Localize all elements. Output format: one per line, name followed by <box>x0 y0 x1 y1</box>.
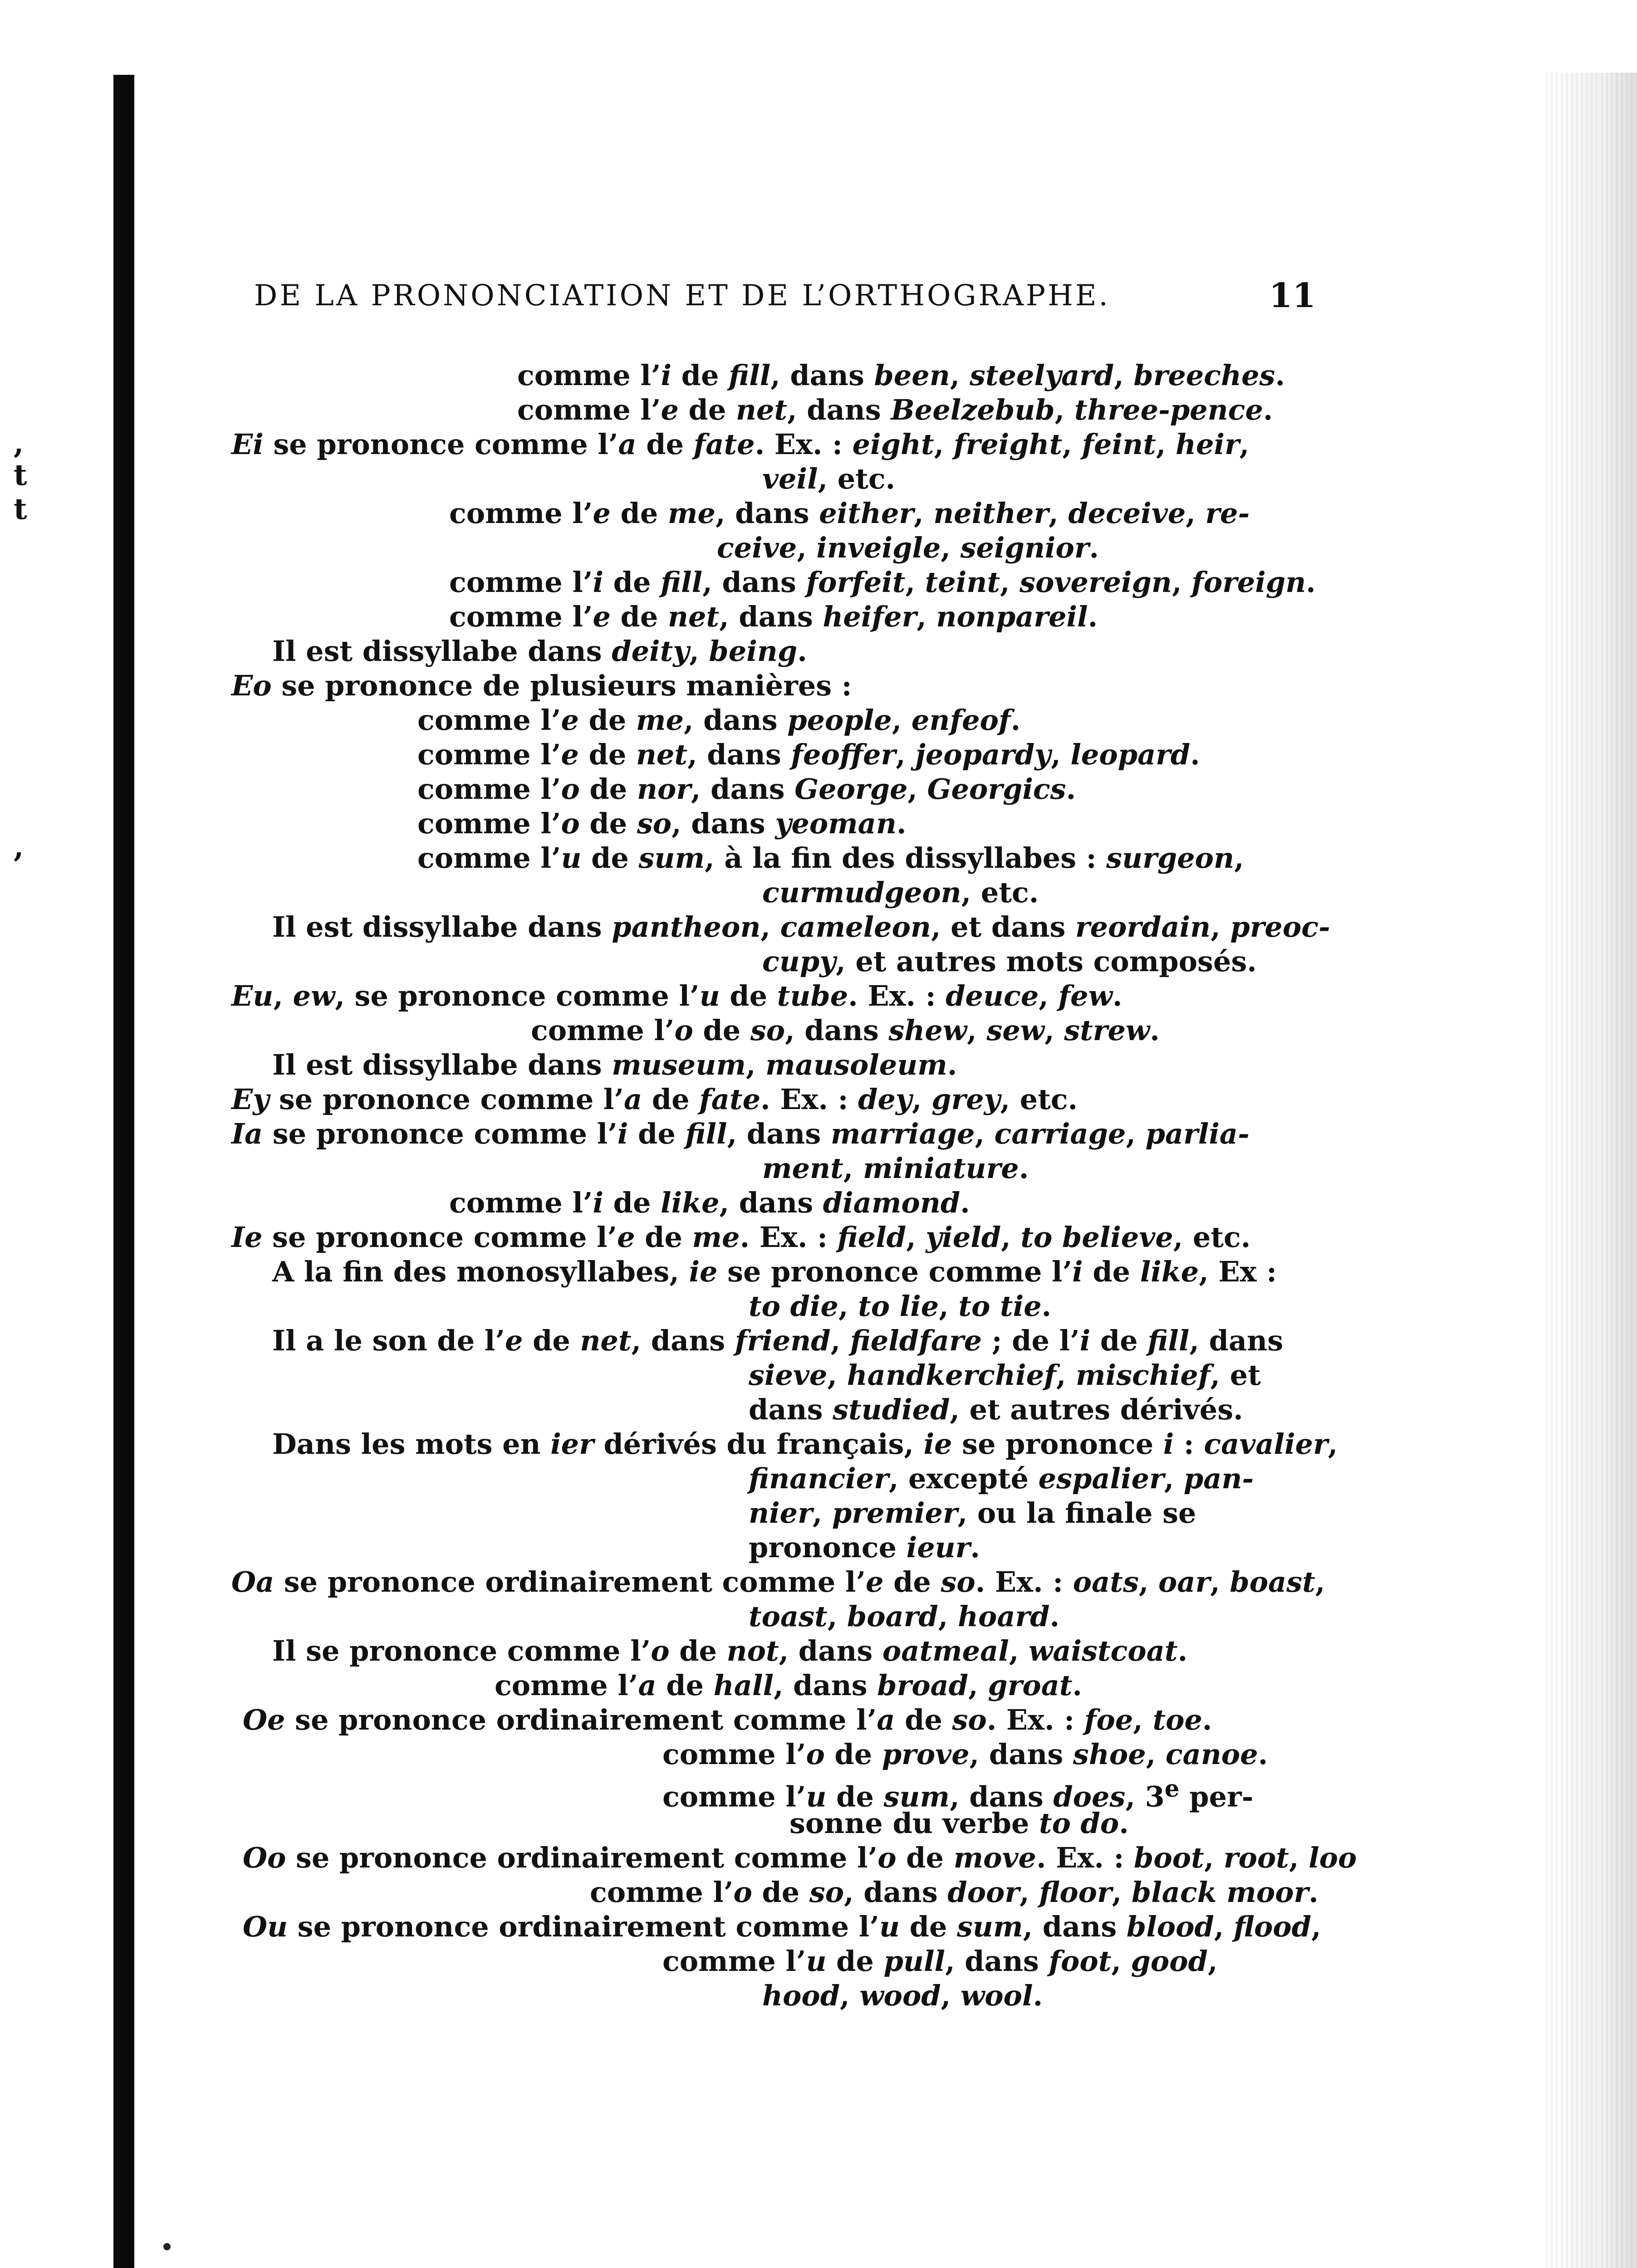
text-line: comme l’i de like, dans diamond. <box>449 1186 970 1219</box>
text-line: Oe se prononce ordinairement comme l’a de so. Ex. : foe, toe. <box>243 1703 1212 1736</box>
text-line: Oo se prononce ordinairement comme l’o de move. Ex. : boot, root, loo <box>243 1841 1357 1874</box>
text-line: veil, etc. <box>762 462 896 495</box>
text-line: comme l’i de fill, dans been, steelyard, breeches. <box>517 359 1285 392</box>
text-line: to die, to lie, to tie. <box>749 1290 1052 1323</box>
margin-mark: , <box>14 830 24 864</box>
text-line: comme l’o de prove, dans shoe, canoe. <box>662 1738 1268 1771</box>
text-line: comme l’u de sum, à la fin des dissyllabes : surgeon, <box>417 841 1244 875</box>
text-line: comme l’a de hall, dans broad, groat. <box>495 1669 1083 1702</box>
text-line: Il est dissyllabe dans museum, mausoleum. <box>272 1048 957 1081</box>
text-line: ceive, inveigle, seignior. <box>717 531 1099 564</box>
running-head-title: DE LA PRONONCIATION ET DE L’ORTHOGRAPHE. <box>254 279 1110 313</box>
text-line: Ei se prononce comme l’a de fate. Ex. : eight, freight, feint, heir, <box>231 428 1250 461</box>
text-line: nier, premier, ou la finale se <box>749 1496 1196 1530</box>
ink-speck <box>163 2243 171 2250</box>
text-line: Ia se prononce comme l’i de fill, dans marriage, carriage, parlia- <box>231 1117 1250 1150</box>
text-line: Dans les mots en ier dérivés du français, ie se prononce i : cavalier, <box>272 1427 1338 1461</box>
text-line: Il se prononce comme l’o de not, dans oatmeal, waistcoat. <box>272 1634 1188 1667</box>
text-line: financier, excepté espalier, pan- <box>749 1462 1254 1495</box>
text-line: hood, wood, wool. <box>762 1979 1043 2012</box>
text-line: Oa se prononce ordinairement comme l’e de so. Ex. : oats, oar, boast, <box>231 1565 1325 1598</box>
text-line: Ie se prononce comme l’e de me. Ex. : field, yield, to believe, etc. <box>231 1221 1251 1254</box>
text-line: sonne du verbe to do. <box>789 1807 1129 1840</box>
running-head <box>254 276 1316 315</box>
text-line: Il a le son de l’e de net, dans friend, fieldfare ; de l’i de fill, dans <box>272 1324 1284 1357</box>
text-line: curmudgeon, etc. <box>762 876 1039 909</box>
margin-mark: t <box>14 492 27 526</box>
text-line: comme l’o de so, dans shew, sew, strew. <box>531 1014 1160 1047</box>
text-line: comme l’e de net, dans Beelzebub, three-pence. <box>517 393 1273 426</box>
text-line: Ou se prononce ordinairement comme l’u de sum, dans blood, flood, <box>243 1910 1321 1943</box>
text-line: toast, board, hoard. <box>749 1600 1060 1633</box>
text-line: comme l’i de fill, dans forfeit, teint, sovereign, foreign. <box>449 566 1316 599</box>
margin-mark: t <box>14 458 27 492</box>
text-line: sieve, handkerchief, mischief, et <box>749 1359 1261 1392</box>
text-line: comme l’o de nor, dans George, Georgics. <box>417 772 1076 806</box>
text-line: comme l’e de net, dans heifer, nonpareil. <box>449 600 1098 633</box>
text-line: Ey se prononce comme l’a de fate. Ex. : dey, grey, etc. <box>231 1083 1078 1116</box>
text-line: comme l’e de net, dans feoffer, jeopardy, leopard. <box>417 738 1200 771</box>
text-line: cupy, et autres mots composés. <box>762 945 1257 978</box>
binding-shadow <box>113 75 134 2268</box>
text-line: comme l’o de so, dans door, floor, black moor. <box>590 1876 1318 1909</box>
text-line: comme l’e de me, dans either, neither, deceive, re- <box>449 497 1250 530</box>
page-number: 11 <box>1269 276 1316 315</box>
text-line: comme l’o de so, dans yeoman. <box>417 807 907 840</box>
text-line: comme l’u de pull, dans foot, good, <box>662 1945 1218 1978</box>
text-line: Il est dissyllabe dans pantheon, cameleon, et dans reordain, preoc- <box>272 910 1330 943</box>
text-line: comme l’e de me, dans people, enfeof. <box>417 704 1021 737</box>
text-line: prononce ieur. <box>749 1531 980 1564</box>
text-line: dans studied, et autres dérivés. <box>749 1393 1243 1426</box>
text-line: ment, miniature. <box>762 1152 1029 1185</box>
text-line: comme l’u de sum, dans does, 3e per- <box>662 1775 1254 1813</box>
text-line: Eo se prononce de plusieurs manières : <box>231 669 852 702</box>
page-edge-noise <box>1546 73 1637 2268</box>
text-line: Il est dissyllabe dans deity, being. <box>272 635 807 668</box>
margin-mark: , <box>14 426 24 460</box>
text-line: A la fin des monosyllabes, ie se prononce comme l’i de like, Ex : <box>272 1255 1277 1288</box>
text-line: Eu, ew, se prononce comme l’u de tube. Ex. : deuce, few. <box>231 979 1122 1012</box>
